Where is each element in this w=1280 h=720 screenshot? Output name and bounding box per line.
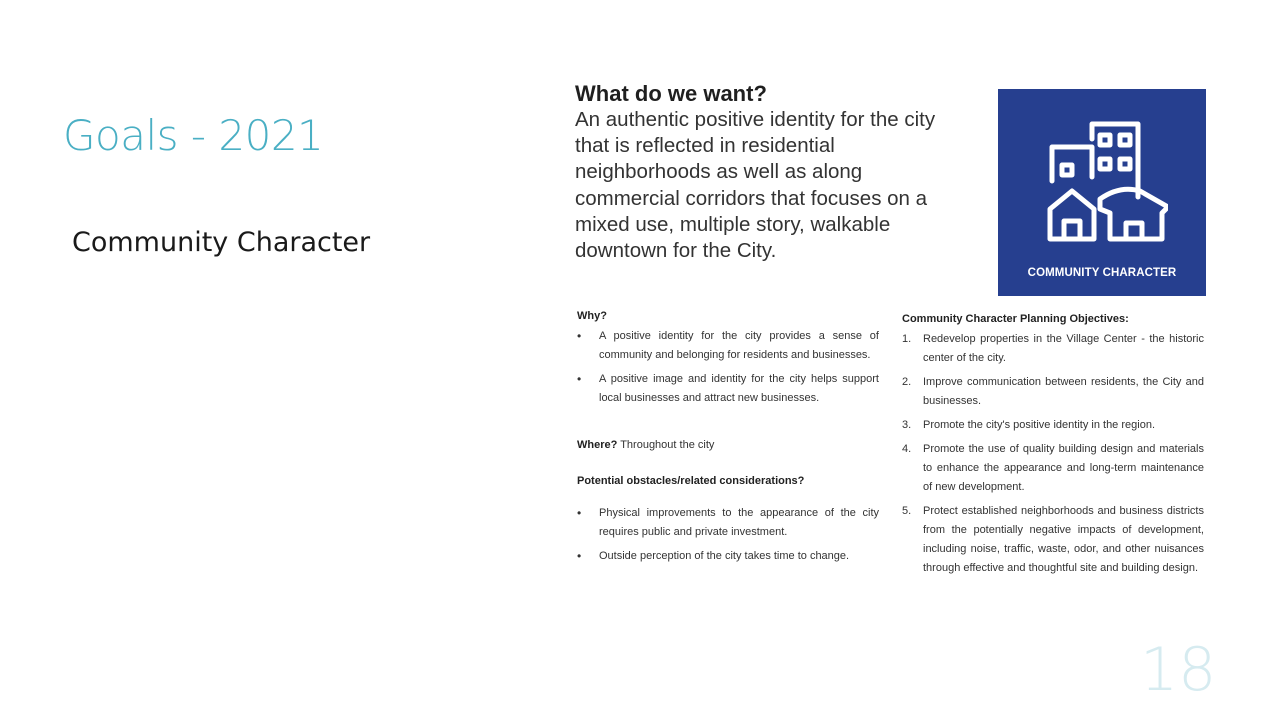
objective-text: Improve communication between residents, the City and businesses.: [923, 376, 1204, 407]
badge-label: COMMUNITY CHARACTER: [1027, 267, 1177, 279]
obstacles-label: Potential obstacles/related considerations?: [577, 475, 805, 487]
objective-number: 2.: [902, 376, 912, 388]
page-number: 18: [1140, 635, 1217, 705]
list-item: • A positive identity for the city provides a sense of community and belonging for residents and businesses.: [577, 327, 879, 365]
objective-number: 1.: [902, 333, 912, 345]
list-item: • Physical improvements to the appearance of the city requires public and private investment.: [577, 504, 879, 542]
objective-number: 4.: [902, 443, 912, 455]
why-label: Why?: [577, 310, 607, 322]
list-item: • Outside perception of the city takes time to change.: [577, 547, 879, 566]
where-label: Where?: [577, 439, 618, 451]
objective-number: 5.: [902, 505, 912, 517]
list-item: [902, 440, 1204, 497]
objective-text: Protect established neighborhoods and business districts from the potentially negative impacts of development, including noise, traffic, waste, odor, and other nuisances through effective and thoughtful site and building design.: [923, 505, 1204, 574]
objective-text: Redevelop properties in the Village Center - the historic center of the city.: [923, 333, 1204, 364]
slide-title: Goals - 2021: [63, 111, 324, 160]
where-line: [577, 439, 714, 451]
objective-text: Promote the use of quality building design and materials to enhance the appearance and long-term maintenance of new development.: [923, 443, 1204, 493]
list-item: [902, 373, 1204, 411]
where-text: Throughout the city: [620, 439, 715, 451]
list-item: • A positive image and identity for the city helps support local businesses and attract new businesses.: [577, 370, 879, 408]
answer-text: An authentic positive identity for the city that is reflected in residential neighborhoods as well as along commercial corridors that focuses on a mixed use, multiple story, walkable downtown for the City.: [575, 108, 936, 263]
community-character-badge: [998, 89, 1206, 296]
list-item: [902, 416, 1204, 435]
buildings-icon: [1042, 119, 1168, 245]
list-item: [902, 330, 1204, 368]
objectives-list: [902, 330, 1204, 583]
slide-subtitle: Community Character: [72, 227, 371, 258]
question-heading: What do we want?: [575, 81, 767, 106]
obstacles-bullet-list: [577, 504, 879, 571]
objective-number: 3.: [902, 419, 912, 431]
list-item: [902, 502, 1204, 578]
why-bullet-list: [577, 327, 879, 413]
objective-text: Promote the city's positive identity in the region.: [923, 419, 1155, 431]
objectives-title: Community Character Planning Objectives:: [902, 313, 1129, 325]
